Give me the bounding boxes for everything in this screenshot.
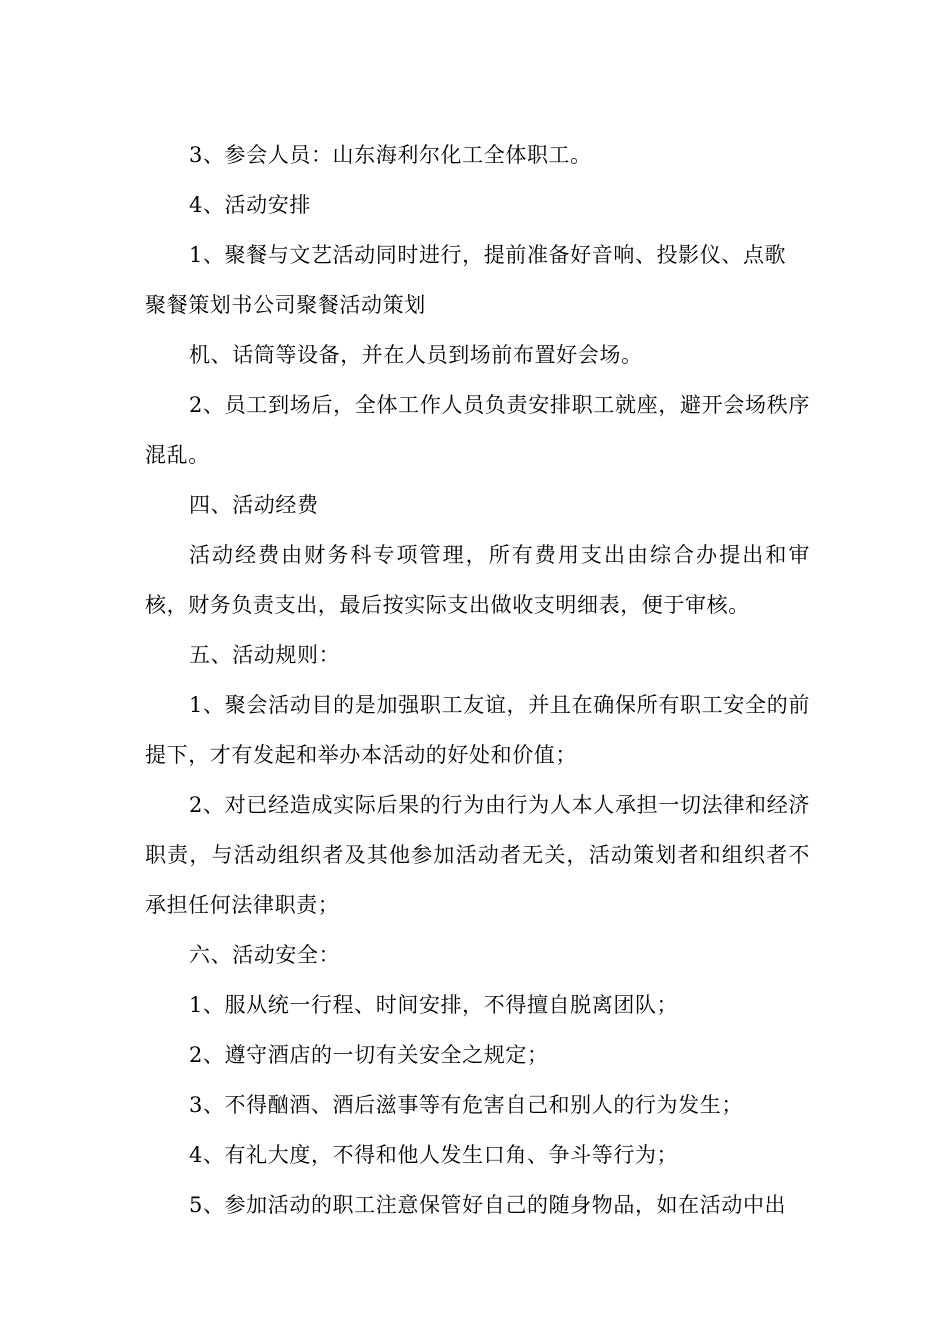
paragraph-rules-item-2: 2、对已经造成实际后果的行为由行为人本人承担一切法律和经济职责，与活动组织者及其他参加活动者无关，活动策划者和组织者不承担任何法律职责； xyxy=(145,793,810,917)
paragraph-safety-item-4: 4、有礼大度，不得和他人发生口角、争斗等行为； xyxy=(189,1143,679,1167)
paragraph-safety-item-3: 3、不得酗酒、酒后滋事等有危害自己和别人的行为发生； xyxy=(189,1093,743,1117)
document-body xyxy=(145,130,810,1230)
heading-activity-safety: 六、活动安全： xyxy=(189,943,341,967)
paragraph-attendees: 3、参会人员：山东海利尔化工全体职工。 xyxy=(189,143,592,167)
paragraph-arrangement-item-1: 1、聚餐与文艺活动同时进行，提前准备好音响、投影仪、点歌 xyxy=(189,243,787,267)
heading-activity-funds: 四、活动经费 xyxy=(189,493,319,517)
paragraph-safety-item-5: 5、参加活动的职工注意保管好自己的随身物品，如在活动中出 xyxy=(189,1193,787,1217)
paragraph-inserted-title: 聚餐策划书公司聚餐活动策划 xyxy=(145,293,426,317)
heading-activity-rules: 五、活动规则： xyxy=(189,643,341,667)
paragraph-arrangement-item-2: 2、员工到场后，全体工作人员负责安排职工就座，避开会场秩序混乱。 xyxy=(145,393,810,467)
paragraph-safety-item-1: 1、服从统一行程、时间安排，不得擅自脱离团队； xyxy=(189,993,679,1017)
paragraph-funds-detail: 活动经费由财务科专项管理，所有费用支出由综合办提出和审核，财务负责支出，最后按实际支出做收支明细表，便于审核。 xyxy=(145,543,810,617)
paragraph-safety-item-2: 2、遵守酒店的一切有关安全之规定； xyxy=(189,1043,549,1067)
paragraph-arrangement-item-1-cont: 机、话筒等设备，并在人员到场前布置好会场。 xyxy=(189,343,643,367)
paragraph-activity-arrangement: 4、活动安排 xyxy=(189,193,311,217)
paragraph-rules-item-1: 1、聚会活动目的是加强职工友谊，并且在确保所有职工安全的前提下，才有发起和举办本活动的好处和价值； xyxy=(145,693,810,767)
